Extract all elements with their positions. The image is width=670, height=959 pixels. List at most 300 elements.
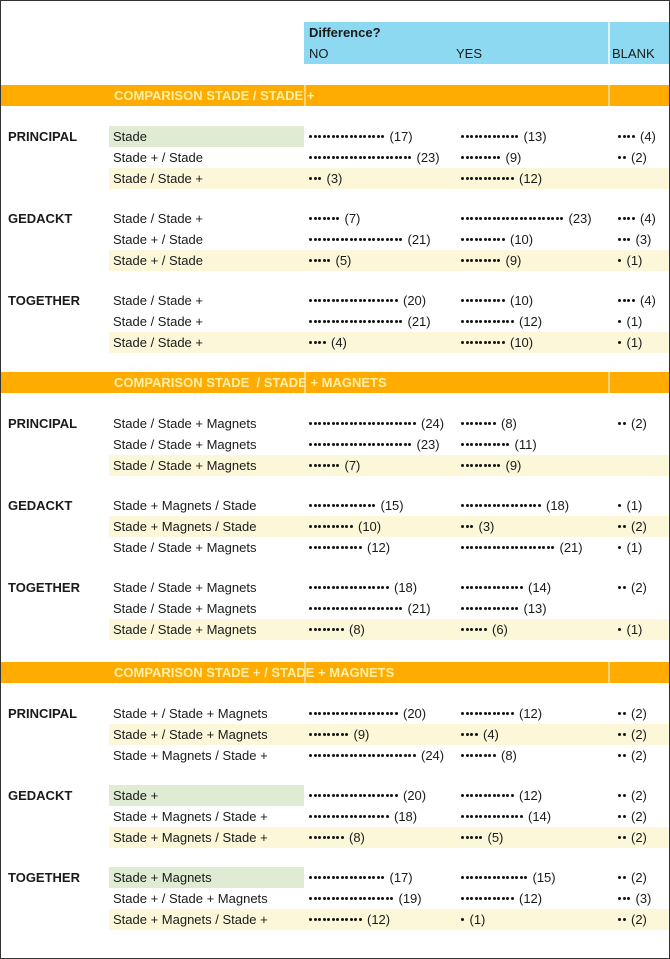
response-dot	[479, 504, 482, 507]
response-dot	[368, 135, 371, 138]
response-dot	[461, 135, 464, 138]
response-dot	[493, 177, 496, 180]
response-dot	[372, 815, 375, 818]
response-dot	[327, 586, 330, 589]
yes-count-cell	[456, 537, 613, 558]
response-dot	[309, 299, 312, 302]
response-dot	[506, 712, 509, 715]
response-dot	[314, 238, 317, 241]
response-dot	[341, 586, 344, 589]
response-dot	[502, 712, 505, 715]
response-dot	[359, 238, 362, 241]
count-value: (4)	[640, 211, 656, 226]
count-value: (9)	[353, 727, 370, 742]
response-dot	[497, 897, 500, 900]
response-dot	[377, 156, 380, 159]
response-dot	[318, 259, 321, 262]
response-dot	[502, 815, 505, 818]
count-value: (20)	[403, 293, 427, 308]
response-dot	[466, 546, 469, 549]
response-dot	[381, 586, 384, 589]
response-dot	[336, 464, 339, 467]
response-dot	[408, 443, 411, 446]
response-dot	[461, 628, 464, 631]
response-dot	[502, 794, 505, 797]
response-dot	[493, 443, 496, 446]
response-dot	[479, 238, 482, 241]
response-dot	[381, 712, 384, 715]
table-row	[109, 126, 669, 147]
response-dot	[323, 794, 326, 797]
stop-label: Stade + Magnets / Stade +	[109, 909, 304, 930]
response-dot	[359, 712, 362, 715]
response-dot	[345, 815, 348, 818]
response-dot	[354, 876, 357, 879]
response-dot	[515, 607, 518, 610]
response-dot	[461, 733, 464, 736]
count-value: (21)	[407, 314, 431, 329]
response-dot	[475, 712, 478, 715]
response-dot	[368, 156, 371, 159]
response-dot	[314, 341, 317, 344]
response-dot	[484, 815, 487, 818]
comparison-section	[1, 85, 669, 350]
response-dot	[381, 422, 384, 425]
response-dot	[497, 177, 500, 180]
response-dot	[479, 794, 482, 797]
response-dot	[363, 504, 366, 507]
response-dot	[399, 443, 402, 446]
response-dot	[497, 443, 500, 446]
response-dot	[618, 341, 621, 344]
response-dot	[332, 464, 335, 467]
section-title: COMPARISON STADE + / STADE + MAGNETS	[114, 665, 395, 680]
response-dot	[386, 586, 389, 589]
response-dot	[350, 586, 353, 589]
blank-count-cell	[613, 785, 669, 806]
response-dot	[506, 586, 509, 589]
response-dot	[309, 238, 312, 241]
count-value: (20)	[403, 788, 427, 803]
count-value: (5)	[335, 253, 352, 268]
response-dot	[479, 712, 482, 715]
response-dot	[484, 238, 487, 241]
count-value: (14)	[528, 809, 552, 824]
response-dot	[493, 607, 496, 610]
no-count-cell	[304, 332, 456, 353]
response-dot	[466, 238, 469, 241]
response-dot	[618, 217, 621, 220]
response-dot	[479, 464, 482, 467]
stop-label: Stade / Stade + Magnets	[113, 437, 257, 452]
response-dot	[475, 628, 478, 631]
table-row	[109, 290, 669, 311]
response-dot	[363, 897, 366, 900]
response-dot	[350, 794, 353, 797]
table-row	[109, 250, 669, 271]
response-dot	[350, 918, 353, 921]
response-dot	[488, 341, 491, 344]
response-dot	[399, 422, 402, 425]
table-row	[109, 495, 669, 516]
response-dot	[314, 897, 317, 900]
no-count-cell	[304, 867, 456, 888]
response-dot	[341, 504, 344, 507]
response-dot	[618, 836, 621, 839]
response-dot	[350, 299, 353, 302]
response-dot	[623, 135, 626, 138]
response-dot	[372, 299, 375, 302]
no-count-cell	[304, 126, 456, 147]
section-header-bar	[1, 662, 669, 683]
blank-count-cell	[613, 229, 669, 250]
count-value: (18)	[546, 498, 570, 513]
response-dot	[484, 341, 487, 344]
response-dot	[314, 918, 317, 921]
column-divider	[608, 662, 610, 683]
response-dot	[479, 586, 482, 589]
count-value: (21)	[407, 601, 431, 616]
response-dot	[511, 876, 514, 879]
response-dot	[404, 422, 407, 425]
response-dot	[618, 320, 621, 323]
count-value: (1)	[626, 253, 643, 268]
response-dot	[502, 299, 505, 302]
response-dot	[466, 754, 469, 757]
response-dot	[341, 156, 344, 159]
response-dot	[372, 443, 375, 446]
column-divider	[608, 22, 610, 64]
rows-container	[109, 495, 669, 558]
table-row	[109, 229, 669, 250]
response-dot	[309, 876, 312, 879]
response-dot	[623, 733, 626, 736]
no-count-cell	[304, 577, 456, 598]
count-value: (2)	[631, 912, 647, 927]
response-dot	[497, 238, 500, 241]
response-dot	[372, 422, 375, 425]
response-dot	[345, 546, 348, 549]
response-dot	[484, 607, 487, 610]
response-dot	[341, 525, 344, 528]
response-dot	[497, 341, 500, 344]
response-dot	[497, 794, 500, 797]
response-dot	[461, 341, 464, 344]
response-dot	[493, 238, 496, 241]
response-dot	[318, 754, 321, 757]
response-dot	[332, 712, 335, 715]
response-dot	[318, 836, 321, 839]
response-dot	[381, 299, 384, 302]
response-dot	[354, 422, 357, 425]
response-dot	[466, 177, 469, 180]
stop-label: Stade / Stade +	[113, 314, 203, 329]
response-dot	[354, 546, 357, 549]
stop-label: Stade / Stade +	[113, 211, 203, 226]
response-dot	[461, 836, 464, 839]
stop-label: Stade / Stade + Magnets	[113, 540, 257, 555]
response-dot	[354, 754, 357, 757]
response-dot	[623, 525, 626, 528]
response-dot	[318, 712, 321, 715]
stop-label: Stade + Magnets / Stade +	[109, 827, 304, 848]
response-dot	[502, 586, 505, 589]
response-dot	[363, 238, 366, 241]
no-count-cell	[304, 745, 456, 766]
yes-count-cell	[456, 126, 613, 147]
response-dot	[318, 320, 321, 323]
response-dot	[345, 525, 348, 528]
count-value: (2)	[631, 150, 647, 165]
response-dot	[323, 238, 326, 241]
response-dot	[336, 918, 339, 921]
response-dot	[484, 464, 487, 467]
response-dot	[488, 504, 491, 507]
response-dot	[484, 712, 487, 715]
yes-count-cell	[456, 703, 613, 724]
count-value: (2)	[631, 748, 647, 763]
response-dot	[408, 422, 411, 425]
response-dot	[475, 422, 478, 425]
response-dot	[466, 607, 469, 610]
response-dot	[497, 546, 500, 549]
blank-count-cell	[613, 724, 669, 745]
response-dot	[368, 607, 371, 610]
response-dot	[623, 918, 626, 921]
no-count-cell	[304, 290, 456, 311]
response-dot	[470, 422, 473, 425]
count-value: (24)	[421, 416, 445, 431]
response-dot	[461, 586, 464, 589]
response-dot	[470, 733, 473, 736]
response-dot	[488, 156, 491, 159]
stop-label: Stade / Stade +	[113, 293, 203, 308]
stop-group	[1, 126, 669, 189]
response-dot	[372, 320, 375, 323]
response-dot	[461, 464, 464, 467]
response-dot	[479, 754, 482, 757]
response-dot	[399, 754, 402, 757]
no-count-cell	[304, 598, 456, 619]
response-dot	[345, 504, 348, 507]
table-row	[109, 785, 669, 806]
response-dot	[484, 876, 487, 879]
stop-label: Stade + Magnets / Stade +	[113, 809, 268, 824]
response-dot	[479, 546, 482, 549]
response-dot	[551, 217, 554, 220]
response-dot	[323, 320, 326, 323]
response-dot	[350, 754, 353, 757]
table-row	[109, 909, 669, 930]
response-dot	[538, 217, 541, 220]
response-dot	[475, 341, 478, 344]
count-value: (13)	[523, 601, 547, 616]
response-dot	[377, 586, 380, 589]
response-dot	[314, 607, 317, 610]
comparison-section	[1, 372, 669, 637]
response-dot	[323, 712, 326, 715]
response-dot	[484, 135, 487, 138]
response-dot	[623, 754, 626, 757]
response-dot	[368, 586, 371, 589]
no-count-cell	[304, 516, 456, 537]
blank-count-cell	[613, 806, 669, 827]
response-dot	[511, 586, 514, 589]
stop-label: Stade / Stade +	[109, 168, 304, 189]
response-dot	[484, 217, 487, 220]
response-dot	[314, 794, 317, 797]
response-dot	[377, 299, 380, 302]
response-dot	[318, 464, 321, 467]
response-dot	[618, 422, 621, 425]
response-dot	[350, 443, 353, 446]
response-dot	[332, 299, 335, 302]
response-dot	[475, 259, 478, 262]
table-row	[109, 147, 669, 168]
response-dot	[354, 320, 357, 323]
rows-container	[109, 126, 669, 189]
rows-container	[109, 290, 669, 353]
response-dot	[309, 628, 312, 631]
response-dot	[475, 443, 478, 446]
count-value: (1)	[626, 335, 643, 350]
response-dot	[475, 546, 478, 549]
response-dot	[350, 135, 353, 138]
count-value: (2)	[631, 519, 647, 534]
response-dot	[506, 607, 509, 610]
response-dot	[359, 443, 362, 446]
response-dot	[309, 464, 312, 467]
count-value: (21)	[559, 540, 583, 555]
rows-container	[109, 413, 669, 476]
response-dot	[332, 897, 335, 900]
response-dot	[341, 815, 344, 818]
yes-count-cell	[456, 598, 613, 619]
table-row	[109, 434, 669, 455]
response-dot	[309, 607, 312, 610]
response-dot	[345, 135, 348, 138]
response-dot	[363, 754, 366, 757]
response-dot	[515, 217, 518, 220]
response-dot	[395, 320, 398, 323]
response-dot	[332, 815, 335, 818]
section-title: COMPARISON STADE / STADE + MAGNETS	[114, 375, 387, 390]
response-dot	[318, 733, 321, 736]
column-divider	[608, 372, 610, 393]
response-dot	[332, 628, 335, 631]
count-value: (6)	[492, 622, 508, 637]
group-label: TOGETHER	[8, 580, 80, 595]
response-dot	[488, 794, 491, 797]
response-dot	[345, 443, 348, 446]
response-dot	[336, 217, 339, 220]
response-dot	[618, 918, 621, 921]
response-dot	[520, 586, 523, 589]
response-dot	[327, 546, 330, 549]
response-dot	[327, 754, 330, 757]
response-dot	[309, 422, 312, 425]
response-dot	[309, 586, 312, 589]
count-value: (12)	[519, 314, 543, 329]
response-dot	[479, 815, 482, 818]
response-dot	[484, 794, 487, 797]
response-dot	[466, 422, 469, 425]
response-dot	[395, 238, 398, 241]
response-dot	[363, 607, 366, 610]
response-dot	[341, 794, 344, 797]
response-dot	[479, 259, 482, 262]
count-value: (8)	[349, 830, 365, 845]
response-dot	[470, 794, 473, 797]
response-dot	[368, 504, 371, 507]
response-dot	[408, 754, 411, 757]
response-dot	[475, 733, 478, 736]
rows-container	[109, 208, 669, 271]
count-value: (2)	[631, 870, 647, 885]
group-label: GEDACKT	[8, 498, 73, 513]
response-dot	[318, 135, 321, 138]
response-dot	[475, 504, 478, 507]
response-dot	[618, 156, 621, 159]
response-dot	[511, 815, 514, 818]
response-dot	[372, 897, 375, 900]
yes-count-cell	[456, 147, 613, 168]
count-value: (2)	[631, 809, 647, 824]
response-dot	[623, 586, 626, 589]
response-dot	[632, 299, 635, 302]
response-dot	[484, 177, 487, 180]
response-dot	[618, 259, 621, 262]
response-dot	[502, 546, 505, 549]
rows-container	[109, 703, 669, 766]
response-dot	[332, 794, 335, 797]
response-dot	[345, 607, 348, 610]
response-dot	[386, 443, 389, 446]
rows-container	[109, 785, 669, 848]
response-dot	[479, 443, 482, 446]
no-count-cell	[304, 434, 456, 455]
response-dot	[484, 259, 487, 262]
response-dot	[318, 217, 321, 220]
blank-count-cell	[613, 867, 669, 888]
response-dot	[475, 586, 478, 589]
response-dot	[363, 156, 366, 159]
response-dot	[350, 876, 353, 879]
response-dot	[372, 754, 375, 757]
response-dot	[395, 794, 398, 797]
response-dot	[359, 918, 362, 921]
response-dot	[542, 217, 545, 220]
response-dot	[377, 754, 380, 757]
response-dot	[502, 443, 505, 446]
response-dot	[497, 299, 500, 302]
count-value: (8)	[349, 622, 365, 637]
response-dot	[493, 320, 496, 323]
count-value: (1)	[469, 912, 486, 927]
count-value: (1)	[626, 314, 643, 329]
response-dot	[336, 443, 339, 446]
blank-count-cell	[613, 168, 669, 189]
response-dot	[341, 836, 344, 839]
yes-count-cell	[456, 495, 613, 516]
response-dot	[318, 177, 321, 180]
response-dot	[484, 586, 487, 589]
response-dot	[497, 217, 500, 220]
count-value: (9)	[505, 458, 522, 473]
count-value: (12)	[367, 540, 391, 555]
response-dot	[368, 876, 371, 879]
response-dot	[511, 177, 514, 180]
